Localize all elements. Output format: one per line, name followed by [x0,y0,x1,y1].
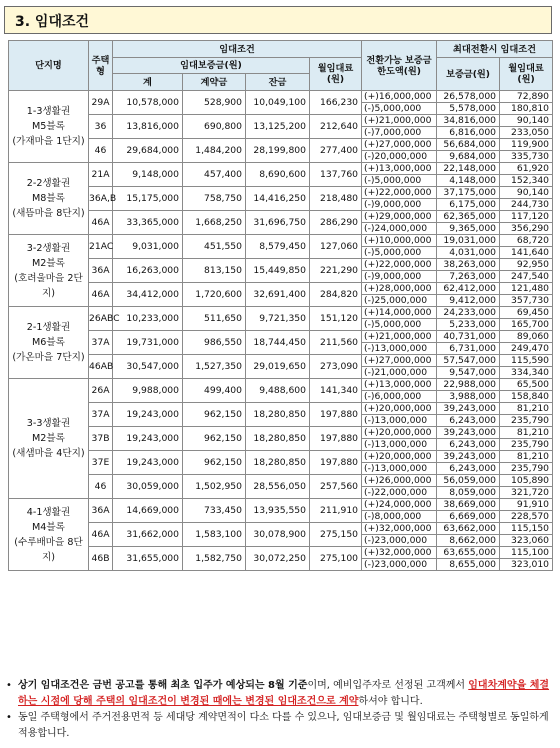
converted-deposit-cell: 5,578,000 [437,103,500,115]
table-row [9,523,553,535]
unit-type-cell: 46A [89,283,113,307]
contract-deposit-cell: 457,400 [183,163,246,187]
table-row [9,139,553,151]
converted-rent-cell: 90,140 [500,187,553,199]
contract-deposit-cell: 1,527,350 [183,355,246,379]
note-1-bold: 상기 임대조건은 금번 공고를 통해 최초 입주가 예상되는 8월 기준 [18,680,308,691]
converted-rent-cell: 61,920 [500,163,553,175]
monthly-rent-cell: 221,290 [310,259,362,283]
complex-name [9,235,89,307]
converted-rent-cell: 119,900 [500,139,553,151]
deposit-total-cell: 10,233,000 [113,307,183,331]
converted-rent-cell: 334,340 [500,367,553,379]
monthly-rent-cell: 137,760 [310,163,362,187]
unit-type-cell: 21AC [89,235,113,259]
deposit-total-cell: 9,988,000 [113,379,183,403]
balance-cell: 29,019,650 [246,355,310,379]
converted-rent-cell: 235,790 [500,439,553,451]
contract-deposit-cell: 962,150 [183,403,246,427]
complex-name-line: M5블록 [32,121,65,132]
conversion-limit-cell: (-)13,000,000 [362,439,437,451]
conversion-limit-cell: (+)10,000,000 [362,235,437,247]
converted-deposit-cell: 9,365,000 [437,223,500,235]
conversion-limit-cell: (-)5,000,000 [362,319,437,331]
balance-cell: 15,449,850 [246,259,310,283]
contract-deposit-cell: 528,900 [183,91,246,115]
notes [6,678,554,742]
conversion-limit-cell: (+)27,000,000 [362,139,437,151]
converted-deposit-cell: 7,263,000 [437,271,500,283]
converted-deposit-cell: 6,816,000 [437,127,500,139]
unit-type-cell: 26ABC [89,307,113,331]
monthly-rent-cell: 211,560 [310,331,362,355]
conversion-limit-cell: (+)16,000,000 [362,91,437,103]
converted-deposit-cell: 9,412,000 [437,295,500,307]
complex-name-line: M8블록 [32,193,65,204]
balance-cell: 30,078,900 [246,523,310,547]
contract-deposit-cell: 451,550 [183,235,246,259]
deposit-total-cell: 19,243,000 [113,427,183,451]
note-1-highlight: 임대차계약을 체결하는 시점에 당해 주택의 임대조건이 변경된 때에는 변경된 임대조건으로 계약 [18,680,550,707]
header-type: 주택형 [89,41,113,91]
converted-rent-cell: 115,100 [500,547,553,559]
converted-deposit-cell: 62,365,000 [437,211,500,223]
deposit-total-cell: 31,662,000 [113,523,183,547]
monthly-rent-cell: 197,880 [310,451,362,475]
conversion-limit-cell: (+)24,000,000 [362,499,437,511]
converted-rent-cell: 233,050 [500,127,553,139]
converted-deposit-cell: 37,175,000 [437,187,500,199]
complex-name-line: M6블록 [32,337,65,348]
table-row [9,475,553,487]
converted-deposit-cell: 57,547,000 [437,355,500,367]
converted-deposit-cell: 6,243,000 [437,439,500,451]
converted-rent-cell: 105,890 [500,475,553,487]
converted-deposit-cell: 39,243,000 [437,403,500,415]
balance-cell: 18,280,850 [246,427,310,451]
converted-deposit-cell: 56,059,000 [437,475,500,487]
conversion-limit-cell: (+)21,000,000 [362,331,437,343]
complex-name-line: (가온마을 7단지) [12,352,85,363]
balance-cell: 28,556,050 [246,475,310,499]
contract-deposit-cell: 962,150 [183,427,246,451]
converted-deposit-cell: 38,263,000 [437,259,500,271]
converted-rent-cell: 323,010 [500,559,553,571]
converted-deposit-cell: 8,662,000 [437,535,500,547]
monthly-rent-cell: 197,880 [310,427,362,451]
converted-deposit-cell: 22,988,000 [437,379,500,391]
table-row [9,91,553,103]
unit-type-cell: 46B [89,547,113,571]
converted-rent-cell: 115,590 [500,355,553,367]
header-deposit: 임대보증금(원) [113,58,310,74]
monthly-rent-cell: 211,910 [310,499,362,523]
monthly-rent-cell: 151,120 [310,307,362,331]
complex-name-line: (수루배마을 8단지) [14,536,83,563]
header-conversion-limit: 전환가능 보증금 한도액(원) [362,41,437,91]
converted-rent-cell: 115,150 [500,523,553,535]
table-row [9,235,553,247]
deposit-total-cell: 34,412,000 [113,283,183,307]
converted-rent-cell: 81,210 [500,427,553,439]
conversion-limit-cell: (+)14,000,000 [362,307,437,319]
unit-type-cell: 46 [89,475,113,499]
contract-deposit-cell: 1,668,250 [183,211,246,235]
table-row [9,403,553,415]
converted-rent-cell: 117,120 [500,211,553,223]
note-bullet: • [6,680,12,691]
deposit-total-cell: 15,175,000 [113,187,183,211]
contract-deposit-cell: 511,650 [183,307,246,331]
contract-deposit-cell: 986,550 [183,331,246,355]
balance-cell: 30,072,250 [246,547,310,571]
monthly-rent-cell: 275,150 [310,523,362,547]
complex-name-line: M2블록 [32,433,65,444]
unit-type-cell: 29A [89,91,113,115]
converted-rent-cell: 72,890 [500,91,553,103]
complex-name-line: 2-2생활권 [26,178,71,189]
conversion-limit-cell: (-)13,000,000 [362,463,437,475]
converted-rent-cell: 180,810 [500,103,553,115]
header-monthly-rent: 월임대료(원) [310,58,362,91]
converted-deposit-cell: 26,578,000 [437,91,500,103]
converted-rent-cell: 356,290 [500,223,553,235]
header-balance: 잔금 [246,74,310,91]
monthly-rent-cell: 166,230 [310,91,362,115]
converted-deposit-cell: 6,175,000 [437,199,500,211]
section-title: 3. 임대조건 [15,14,90,30]
table-row [9,283,553,295]
converted-rent-cell: 165,700 [500,319,553,331]
balance-cell: 31,696,750 [246,211,310,235]
complex-name-line: (새샘마을 4단지) [12,448,85,459]
unit-type-cell: 46 [89,139,113,163]
table-row [9,115,553,127]
note-1-text: 이며, 예비입주자로 선정된 고객께서 [307,680,466,691]
balance-cell: 9,721,350 [246,307,310,331]
conversion-limit-cell: (+)21,000,000 [362,115,437,127]
deposit-total-cell: 19,243,000 [113,451,183,475]
converted-deposit-cell: 5,233,000 [437,319,500,331]
conversion-limit-cell: (-)23,000,000 [362,559,437,571]
conversion-limit-cell: (+)26,000,000 [362,475,437,487]
converted-rent-cell: 121,480 [500,283,553,295]
converted-rent-cell: 90,140 [500,115,553,127]
complex-name [9,91,89,163]
conversion-limit-cell: (+)13,000,000 [362,163,437,175]
contract-deposit-cell: 962,150 [183,451,246,475]
unit-type-cell: 36 [89,115,113,139]
header-total: 계 [113,74,183,91]
deposit-total-cell: 31,655,000 [113,547,183,571]
table-row [9,451,553,463]
deposit-total-cell: 30,059,000 [113,475,183,499]
note-bullet: • [6,712,12,723]
balance-cell: 18,280,850 [246,403,310,427]
converted-rent-cell: 69,450 [500,307,553,319]
converted-deposit-cell: 8,059,000 [437,487,500,499]
conversion-limit-cell: (-)22,000,000 [362,487,437,499]
conversion-limit-cell: (-)24,000,000 [362,223,437,235]
table-row [9,331,553,343]
converted-rent-cell: 321,720 [500,487,553,499]
conversion-limit-cell: (-)13,000,000 [362,343,437,355]
complex-name-line: M2블록 [32,257,65,269]
deposit-total-cell: 14,669,000 [113,499,183,523]
unit-type-cell: 37A [89,403,113,427]
monthly-rent-cell: 275,100 [310,547,362,571]
conversion-limit-cell: (+)22,000,000 [362,187,437,199]
converted-rent-cell: 158,840 [500,391,553,403]
balance-cell: 32,691,400 [246,283,310,307]
conversion-limit-cell: (-)7,000,000 [362,127,437,139]
converted-deposit-cell: 9,684,000 [437,151,500,163]
converted-deposit-cell: 6,243,000 [437,463,500,475]
converted-rent-cell: 91,910 [500,499,553,511]
converted-deposit-cell: 34,816,000 [437,115,500,127]
table-row [9,355,553,367]
contract-deposit-cell: 499,400 [183,379,246,403]
converted-rent-cell: 323,060 [500,535,553,547]
contract-deposit-cell: 1,502,950 [183,475,246,499]
deposit-total-cell: 30,547,000 [113,355,183,379]
note-2-text: 동일 주택형에서 주거전용면적 등 세대당 계약면적이 다소 다를 수 있으나, 임대보증금 및 월임대료는 주택형별로 동일하게 적용합니다. [18,712,549,739]
unit-type-cell: 37E [89,451,113,475]
complex-name-line: 3-3생활권 [26,418,71,429]
table-row [9,499,553,511]
section-title-box [4,6,552,34]
converted-deposit-cell: 38,669,000 [437,499,500,511]
conversion-limit-cell: (+)20,000,000 [362,403,437,415]
unit-type-cell: 36A,B [89,187,113,211]
unit-type-cell: 21A [89,163,113,187]
converted-deposit-cell: 22,148,000 [437,163,500,175]
deposit-total-cell: 19,243,000 [113,403,183,427]
contract-deposit-cell: 1,720,600 [183,283,246,307]
header-conv-monthly: 월임대료(원) [500,58,553,91]
converted-deposit-cell: 4,148,000 [437,175,500,187]
conversion-limit-cell: (-)5,000,000 [362,103,437,115]
deposit-total-cell: 16,263,000 [113,259,183,283]
balance-cell: 18,280,850 [246,451,310,475]
rent-conditions-table [8,40,553,571]
note-1 [6,678,554,710]
unit-type-cell: 37B [89,427,113,451]
complex-name-line: 2-1생활권 [26,322,71,333]
unit-type-cell: 36A [89,259,113,283]
monthly-rent-cell: 284,820 [310,283,362,307]
deposit-total-cell: 10,578,000 [113,91,183,115]
converted-deposit-cell: 3,988,000 [437,391,500,403]
converted-rent-cell: 81,210 [500,403,553,415]
converted-deposit-cell: 19,031,000 [437,235,500,247]
conversion-limit-cell: (+)32,000,000 [362,547,437,559]
table-row [9,259,553,271]
deposit-total-cell: 33,365,000 [113,211,183,235]
header-max-conversion: 최대전환시 임대조건 [437,41,553,58]
converted-deposit-cell: 6,243,000 [437,415,500,427]
converted-rent-cell: 335,730 [500,151,553,163]
header-contract: 계약금 [183,74,246,91]
converted-deposit-cell: 39,243,000 [437,427,500,439]
complex-name [9,307,89,379]
balance-cell: 28,199,800 [246,139,310,163]
header-conv-deposit: 보증금(원) [437,58,500,91]
complex-name-line: (가재마을 1단지) [12,136,85,147]
deposit-total-cell: 9,031,000 [113,235,183,259]
converted-rent-cell: 235,790 [500,463,553,475]
conversion-limit-cell: (-)6,000,000 [362,391,437,403]
converted-rent-cell: 89,060 [500,331,553,343]
conversion-limit-cell: (-)25,000,000 [362,295,437,307]
converted-deposit-cell: 6,731,000 [437,343,500,355]
conversion-limit-cell: (+)22,000,000 [362,259,437,271]
converted-rent-cell: 244,730 [500,199,553,211]
table-row [9,187,553,199]
converted-rent-cell: 357,730 [500,295,553,307]
converted-deposit-cell: 9,547,000 [437,367,500,379]
unit-type-cell: 37A [89,331,113,355]
contract-deposit-cell: 1,583,100 [183,523,246,547]
balance-cell: 8,690,600 [246,163,310,187]
table-row [9,211,553,223]
converted-rent-cell: 68,720 [500,235,553,247]
conversion-limit-cell: (+)29,000,000 [362,211,437,223]
balance-cell: 13,125,200 [246,115,310,139]
header-rent-conditions: 임대조건 [113,41,362,58]
conversion-limit-cell: (+)28,000,000 [362,283,437,295]
conversion-limit-cell: (-)9,000,000 [362,199,437,211]
conversion-limit-cell: (-)5,000,000 [362,247,437,259]
conversion-limit-cell: (+)32,000,000 [362,523,437,535]
conversion-limit-cell: (-)21,000,000 [362,367,437,379]
converted-rent-cell: 92,950 [500,259,553,271]
complex-name [9,499,89,571]
table-row [9,547,553,559]
balance-cell: 14,416,250 [246,187,310,211]
converted-deposit-cell: 8,655,000 [437,559,500,571]
converted-deposit-cell: 56,684,000 [437,139,500,151]
complex-name [9,163,89,235]
converted-rent-cell: 141,640 [500,247,553,259]
conversion-limit-cell: (-)9,000,000 [362,271,437,283]
contract-deposit-cell: 690,800 [183,115,246,139]
complex-name-line: 3-2생활권 [26,242,71,254]
monthly-rent-cell: 197,880 [310,403,362,427]
conversion-limit-cell: (-)5,000,000 [362,175,437,187]
converted-deposit-cell: 63,655,000 [437,547,500,559]
conversion-limit-cell: (-)23,000,000 [362,535,437,547]
complex-name [9,379,89,499]
converted-deposit-cell: 6,669,000 [437,511,500,523]
converted-deposit-cell: 4,031,000 [437,247,500,259]
unit-type-cell: 36A [89,499,113,523]
converted-deposit-cell: 40,731,000 [437,331,500,343]
converted-rent-cell: 152,340 [500,175,553,187]
balance-cell: 18,744,450 [246,331,310,355]
header-complex: 단지명 [9,41,89,91]
complex-name-line: (호려울마을 2단지) [14,272,83,299]
conversion-limit-cell: (-)8,000,000 [362,511,437,523]
balance-cell: 9,488,600 [246,379,310,403]
contract-deposit-cell: 758,750 [183,187,246,211]
converted-deposit-cell: 62,412,000 [437,283,500,295]
table-row [9,379,553,391]
monthly-rent-cell: 273,090 [310,355,362,379]
balance-cell: 10,049,100 [246,91,310,115]
note-1-end: 하셔야 합니다. [358,696,423,707]
monthly-rent-cell: 257,560 [310,475,362,499]
conversion-limit-cell: (-)20,000,000 [362,151,437,163]
contract-deposit-cell: 1,484,200 [183,139,246,163]
monthly-rent-cell: 212,640 [310,115,362,139]
deposit-total-cell: 19,731,000 [113,331,183,355]
converted-deposit-cell: 24,233,000 [437,307,500,319]
conversion-limit-cell: (+)13,000,000 [362,379,437,391]
unit-type-cell: 46A [89,211,113,235]
balance-cell: 8,579,450 [246,235,310,259]
monthly-rent-cell: 277,400 [310,139,362,163]
complex-name-line: M4블록 [32,521,65,533]
converted-rent-cell: 228,570 [500,511,553,523]
unit-type-cell: 46AB [89,355,113,379]
monthly-rent-cell: 127,060 [310,235,362,259]
balance-cell: 13,935,550 [246,499,310,523]
unit-type-cell: 26A [89,379,113,403]
conversion-limit-cell: (+)27,000,000 [362,355,437,367]
converted-rent-cell: 81,210 [500,451,553,463]
converted-deposit-cell: 39,243,000 [437,451,500,463]
converted-rent-cell: 65,500 [500,379,553,391]
monthly-rent-cell: 218,480 [310,187,362,211]
deposit-total-cell: 13,816,000 [113,115,183,139]
deposit-total-cell: 9,148,000 [113,163,183,187]
converted-rent-cell: 247,540 [500,271,553,283]
converted-rent-cell: 235,790 [500,415,553,427]
converted-deposit-cell: 63,662,000 [437,523,500,535]
complex-name-line: (새뜸마을 8단지) [12,208,85,219]
converted-rent-cell: 249,470 [500,343,553,355]
contract-deposit-cell: 733,450 [183,499,246,523]
deposit-total-cell: 29,684,000 [113,139,183,163]
monthly-rent-cell: 286,290 [310,211,362,235]
complex-name-line: 1-3생활권 [26,106,71,117]
note-2 [6,710,554,742]
complex-name-line: 4-1생활권 [26,506,71,518]
conversion-limit-cell: (-)13,000,000 [362,415,437,427]
monthly-rent-cell: 141,340 [310,379,362,403]
table-row [9,307,553,319]
unit-type-cell: 46A [89,523,113,547]
table-row [9,427,553,439]
conversion-limit-cell: (+)20,000,000 [362,451,437,463]
contract-deposit-cell: 813,150 [183,259,246,283]
contract-deposit-cell: 1,582,750 [183,547,246,571]
table-row [9,163,553,175]
conversion-limit-cell: (+)20,000,000 [362,427,437,439]
